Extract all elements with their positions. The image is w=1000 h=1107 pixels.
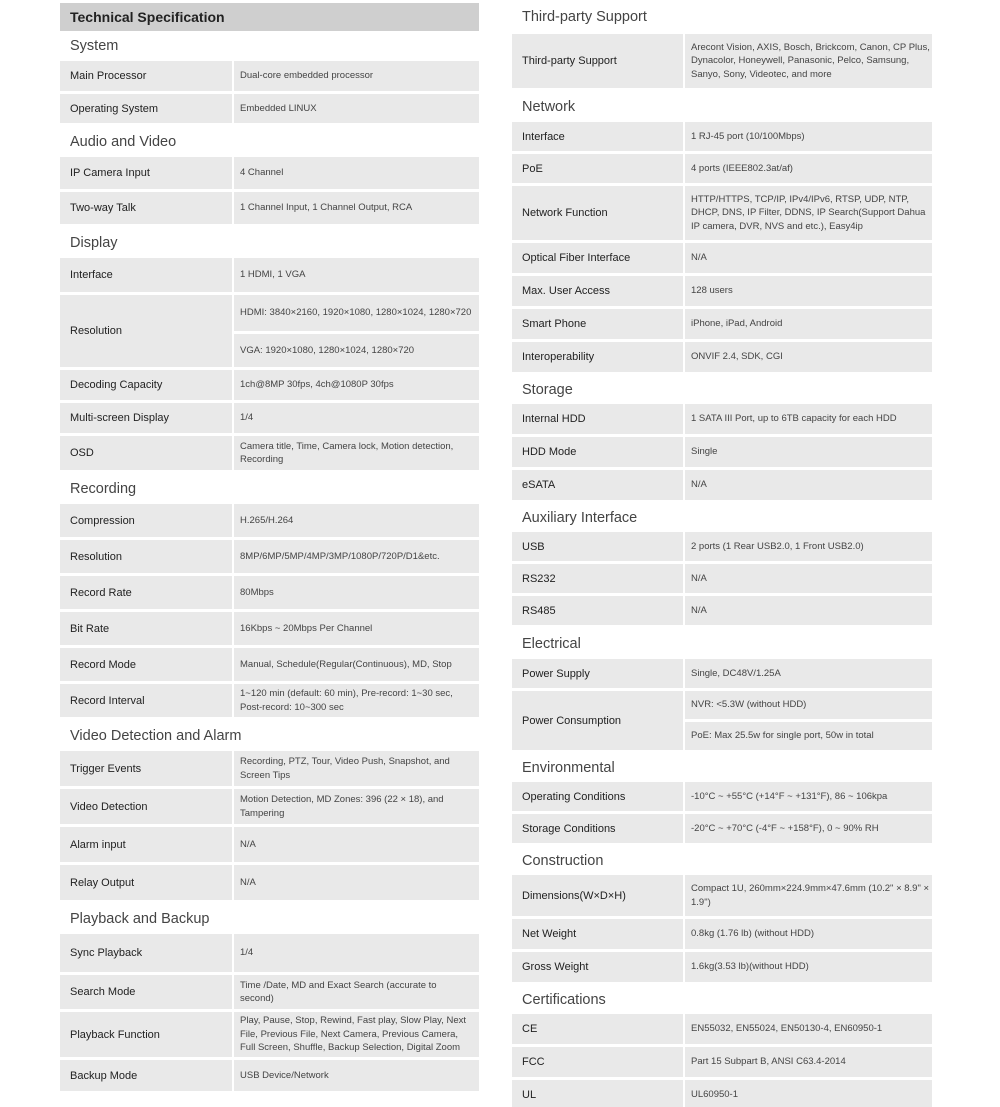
spec-row-multi-screen-display bbox=[60, 403, 479, 433]
section-title-certifications: Certifications bbox=[522, 991, 606, 1008]
section-title-system: System bbox=[70, 38, 119, 54]
left-column bbox=[60, 0, 479, 1094]
spec-row-sync-playback bbox=[60, 934, 479, 972]
spec-row-relay-output bbox=[60, 865, 479, 900]
spec-key: Interoperability bbox=[512, 342, 683, 372]
spec-value: Single bbox=[685, 437, 932, 467]
section-title-auxiliary-interface: Auxiliary Interface bbox=[522, 509, 638, 526]
section-title-third-party-support: Third-party Support bbox=[522, 9, 647, 25]
spec-row-backup-mode bbox=[60, 1060, 479, 1091]
spec-value: Compact 1U, 260mm×224.9mm×47.6mm (10.2" × 8.9" × 1.9") bbox=[685, 875, 932, 916]
section-title-display: Display bbox=[70, 234, 118, 251]
section-title-electrical: Electrical bbox=[522, 635, 581, 652]
spec-header: Technical Specification bbox=[60, 3, 479, 31]
spec-row-optical-fiber-interface bbox=[512, 243, 932, 273]
spec-value: HDMI: 3840×2160, 1920×1080, 1280×1024, 1280×720 bbox=[234, 295, 479, 331]
spec-value: 0.8kg (1.76 lb) (without HDD) bbox=[685, 919, 932, 949]
spec-key: Operating System bbox=[60, 94, 232, 123]
spec-key: Gross Weight bbox=[512, 952, 683, 982]
spec-key: Video Detection bbox=[60, 789, 232, 824]
spec-key: Relay Output bbox=[60, 865, 232, 900]
spec-value: HTTP/HTTPS, TCP/IP, IPv4/IPv6, RTSP, UDP, NTP, DHCP, DNS, IP Filter, DDNS, IP Search(Support Dahua IP camera, DVR, NVS and etc.), Easy4ip bbox=[685, 186, 932, 240]
spec-key: Backup Mode bbox=[60, 1060, 232, 1091]
spec-value: 1 RJ-45 port (10/100Mbps) bbox=[685, 122, 932, 151]
spec-row-interoperability bbox=[512, 342, 932, 372]
spec-row-record-rate bbox=[60, 576, 479, 609]
spec-key: Resolution bbox=[60, 295, 232, 367]
spec-key: Dimensions(W×D×H) bbox=[512, 875, 683, 916]
spec-row-playback-function bbox=[60, 1012, 479, 1057]
spec-row-third-party-support bbox=[512, 34, 932, 88]
spec-value: USB Device/Network bbox=[234, 1060, 479, 1091]
spec-value: UL60950-1 bbox=[685, 1080, 932, 1107]
spec-key: Net Weight bbox=[512, 919, 683, 949]
spec-key: Compression bbox=[60, 504, 232, 537]
spec-row-operating-conditions bbox=[512, 782, 932, 811]
spec-key: RS232 bbox=[512, 564, 683, 593]
spec-key: Main Processor bbox=[60, 61, 232, 91]
spec-row-alarm-input bbox=[60, 827, 479, 862]
spec-row-resolution bbox=[60, 540, 479, 573]
spec-row-interface bbox=[60, 258, 479, 292]
spec-key: Search Mode bbox=[60, 975, 232, 1009]
spec-value: Recording, PTZ, Tour, Video Push, Snapshot, and Screen Tips bbox=[234, 751, 479, 786]
spec-value: N/A bbox=[234, 865, 479, 900]
spec-row-ul bbox=[512, 1080, 932, 1107]
spec-key: Interface bbox=[512, 122, 683, 151]
spec-value: -10°C ~ +55°C (+14°F ~ +131°F), 86 ~ 106kpa bbox=[685, 782, 932, 811]
spec-key: Record Rate bbox=[60, 576, 232, 609]
spec-value: Time /Date, MD and Exact Search (accurate to second) bbox=[234, 975, 479, 1009]
spec-value: H.265/H.264 bbox=[234, 504, 479, 537]
section-title-storage: Storage bbox=[522, 381, 573, 398]
spec-value: Single, DC48V/1.25A bbox=[685, 659, 932, 688]
spec-value: Embedded LINUX bbox=[234, 94, 479, 123]
spec-key: Internal HDD bbox=[512, 404, 683, 434]
spec-key: Network Function bbox=[512, 186, 683, 240]
spec-key: Multi-screen Display bbox=[60, 403, 232, 433]
spec-row-net-weight bbox=[512, 919, 932, 949]
spec-key: CE bbox=[512, 1014, 683, 1044]
spec-key: Alarm input bbox=[60, 827, 232, 862]
section-title-construction: Construction bbox=[522, 852, 604, 869]
spec-value: iPhone, iPad, Android bbox=[685, 309, 932, 339]
spec-value: ONVIF 2.4, SDK, CGI bbox=[685, 342, 932, 372]
spec-key: eSATA bbox=[512, 470, 683, 500]
spec-key: Playback Function bbox=[60, 1012, 232, 1057]
spec-value: 8MP/6MP/5MP/4MP/3MP/1080P/720P/D1&etc. bbox=[234, 540, 479, 573]
right-sections bbox=[512, 0, 932, 1107]
spec-row-main-processor bbox=[60, 61, 479, 91]
spec-value: Arecont Vision, AXIS, Bosch, Brickcom, Canon, CP Plus, Dynacolor, Honeywell, Panasonic, Pelco, Samsung, Sanyo, Sony, Videotec, and more bbox=[685, 34, 932, 88]
spec-key: USB bbox=[512, 532, 683, 561]
spec-value: N/A bbox=[685, 564, 932, 593]
spec-row-interface bbox=[512, 122, 932, 151]
spec-value: 4 Channel bbox=[234, 157, 479, 189]
section-title-recording: Recording bbox=[70, 480, 137, 497]
spec-value: 1/4 bbox=[234, 403, 479, 433]
spec-value: NVR: <5.3W (without HDD) bbox=[685, 691, 932, 719]
spec-value: N/A bbox=[685, 596, 932, 625]
spec-value: 1 SATA III Port, up to 6TB capacity for each HDD bbox=[685, 404, 932, 434]
spec-row-compression bbox=[60, 504, 479, 537]
spec-key: Two-way Talk bbox=[60, 192, 232, 224]
spec-key: Smart Phone bbox=[512, 309, 683, 339]
spec-value: 1 Channel Input, 1 Channel Output, RCA bbox=[234, 192, 479, 224]
spec-value: Dual-core embedded processor bbox=[234, 61, 479, 91]
spec-key: Interface bbox=[60, 258, 232, 292]
section-title-video-detection-and-alarm: Video Detection and Alarm bbox=[70, 727, 242, 744]
spec-row-rs232 bbox=[512, 564, 932, 593]
spec-key: UL bbox=[512, 1080, 683, 1107]
spec-row-esata bbox=[512, 470, 932, 500]
spec-value: 1/4 bbox=[234, 934, 479, 972]
spec-row-record-mode bbox=[60, 648, 479, 681]
section-title-playback-and-backup: Playback and Backup bbox=[70, 910, 210, 927]
spec-value: N/A bbox=[685, 470, 932, 500]
spec-key: RS485 bbox=[512, 596, 683, 625]
spec-value: 80Mbps bbox=[234, 576, 479, 609]
spec-row-resolution bbox=[60, 295, 479, 367]
spec-value: 128 users bbox=[685, 276, 932, 306]
spec-key: Trigger Events bbox=[60, 751, 232, 786]
spec-row-power-consumption bbox=[512, 691, 932, 750]
spec-value: 1.6kg(3.53 lb)(without HDD) bbox=[685, 952, 932, 982]
spec-row-ip-camera-input bbox=[60, 157, 479, 189]
spec-row-decoding-capacity bbox=[60, 370, 479, 400]
spec-row-power-supply bbox=[512, 659, 932, 688]
spec-row-trigger-events bbox=[60, 751, 479, 786]
spec-row-poe bbox=[512, 154, 932, 183]
spec-row-network-function bbox=[512, 186, 932, 240]
spec-key: Sync Playback bbox=[60, 934, 232, 972]
right-column bbox=[512, 0, 932, 1107]
spec-key: Bit Rate bbox=[60, 612, 232, 645]
spec-row-operating-system bbox=[60, 94, 479, 123]
spec-row-max-user-access bbox=[512, 276, 932, 306]
spec-row-storage-conditions bbox=[512, 814, 932, 843]
section-title-environmental: Environmental bbox=[522, 759, 615, 776]
spec-value: PoE: Max 25.5w for single port, 50w in total bbox=[685, 722, 932, 750]
spec-key: Optical Fiber Interface bbox=[512, 243, 683, 273]
spec-value: EN55032, EN55024, EN50130-4, EN60950-1 bbox=[685, 1014, 932, 1044]
spec-key: OSD bbox=[60, 436, 232, 470]
spec-row-bit-rate bbox=[60, 612, 479, 645]
spec-value: Manual, Schedule(Regular(Continuous), MD, Stop bbox=[234, 648, 479, 681]
spec-row-record-interval bbox=[60, 684, 479, 717]
spec-value: 1ch@8MP 30fps, 4ch@1080P 30fps bbox=[234, 370, 479, 400]
spec-value: Part 15 Subpart B, ANSI C63.4-2014 bbox=[685, 1047, 932, 1077]
spec-key: Max. User Access bbox=[512, 276, 683, 306]
spec-value: 16Kbps ~ 20Mbps Per Channel bbox=[234, 612, 479, 645]
spec-value: 1 HDMI, 1 VGA bbox=[234, 258, 479, 292]
spec-row-search-mode bbox=[60, 975, 479, 1009]
spec-key: Operating Conditions bbox=[512, 782, 683, 811]
spec-value: VGA: 1920×1080, 1280×1024, 1280×720 bbox=[234, 334, 479, 367]
spec-value: -20°C ~ +70°C (-4°F ~ +158°F), 0 ~ 90% RH bbox=[685, 814, 932, 843]
spec-value: N/A bbox=[234, 827, 479, 862]
spec-key: PoE bbox=[512, 154, 683, 183]
spec-key: Record Interval bbox=[60, 684, 232, 717]
spec-row-fcc bbox=[512, 1047, 932, 1077]
spec-value: 4 ports (IEEE802.3at/af) bbox=[685, 154, 932, 183]
spec-key: Storage Conditions bbox=[512, 814, 683, 843]
spec-row-ce bbox=[512, 1014, 932, 1044]
spec-row-dimensions-w-d-h bbox=[512, 875, 932, 916]
spec-key: Power Supply bbox=[512, 659, 683, 688]
spec-value: Play, Pause, Stop, Rewind, Fast play, Slow Play, Next File, Previous File, Next Camera, Previous Camera, Full Screen, Shuffle, Backup Selection, Digital Zoom bbox=[234, 1012, 479, 1057]
spec-row-internal-hdd bbox=[512, 404, 932, 434]
spec-row-hdd-mode bbox=[512, 437, 932, 467]
left-sections bbox=[60, 31, 479, 1091]
spec-key: IP Camera Input bbox=[60, 157, 232, 189]
section-title-audio-and-video: Audio and Video bbox=[70, 133, 177, 150]
spec-value: 2 ports (1 Rear USB2.0, 1 Front USB2.0) bbox=[685, 532, 932, 561]
spec-row-gross-weight bbox=[512, 952, 932, 982]
spec-key: Power Consumption bbox=[512, 691, 683, 750]
spec-row-usb bbox=[512, 532, 932, 561]
spec-row-rs485 bbox=[512, 596, 932, 625]
spec-row-video-detection bbox=[60, 789, 479, 824]
spec-row-osd bbox=[60, 436, 479, 470]
spec-value: Motion Detection, MD Zones: 396 (22 × 18), and Tampering bbox=[234, 789, 479, 824]
spec-key: Third-party Support bbox=[512, 34, 683, 88]
spec-row-smart-phone bbox=[512, 309, 932, 339]
spec-key: Record Mode bbox=[60, 648, 232, 681]
spec-value: 1~120 min (default: 60 min), Pre-record: 1~30 sec, Post-record: 10~300 sec bbox=[234, 684, 479, 717]
spec-row-two-way-talk bbox=[60, 192, 479, 224]
spec-key: HDD Mode bbox=[512, 437, 683, 467]
spec-key: Resolution bbox=[60, 540, 232, 573]
spec-value: N/A bbox=[685, 243, 932, 273]
spec-value: Camera title, Time, Camera lock, Motion detection, Recording bbox=[234, 436, 479, 470]
spec-key: Decoding Capacity bbox=[60, 370, 232, 400]
section-title-network: Network bbox=[522, 98, 576, 115]
spec-key: FCC bbox=[512, 1047, 683, 1077]
